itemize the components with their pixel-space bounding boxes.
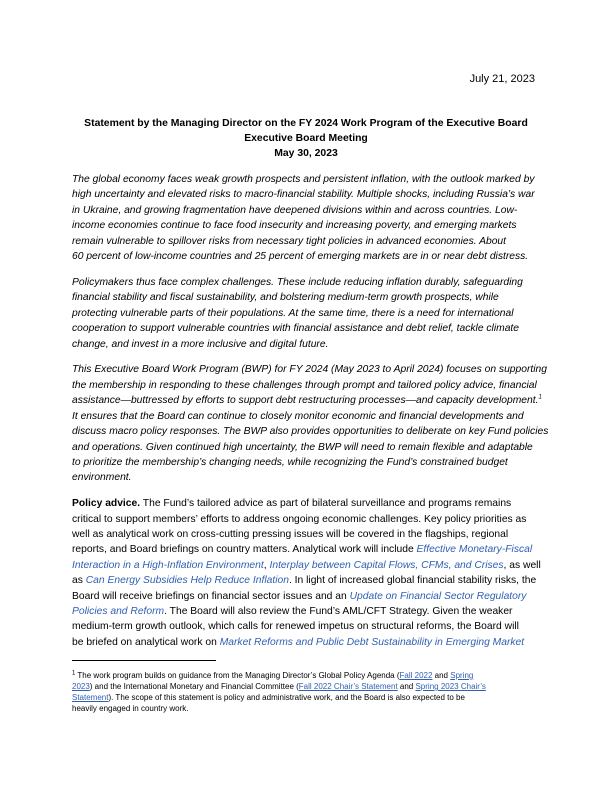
link-capital-flows-cfms-crises[interactable]: Interplay between Capital Flows, CFMs, and Crises (269, 559, 504, 571)
paragraph-policymakers (72, 275, 540, 352)
text-line: change, and invest in a more inclusive and digital future. (72, 338, 329, 350)
text-segment: The Fund’s tailored advice as part of bilateral surveillance and programs remains (140, 498, 512, 510)
text-segment: Board will receive briefings on financial sector issues and an (72, 590, 350, 602)
paragraph-work-program (72, 362, 549, 485)
text-line: The global economy faces weak growth prospects and persistent inflation, with the outlook marked by (72, 174, 535, 185)
text-segment: and (397, 682, 416, 691)
link-monetary-fiscal-interaction-cont[interactable]: Interaction in a High-Inflation Environment (72, 559, 264, 571)
text-line (72, 496, 540, 511)
link-market-reforms-debt-sustainability[interactable]: Market Reforms and Public Debt Sustainability in Emerging Market (219, 636, 525, 648)
document-body (72, 172, 549, 661)
text-line: in Ukraine, and growing fragmentation have deepened divisions within and across countries. Low- (72, 204, 518, 216)
text-line: high uncertainty and elevated risks to macro-financial stability. Multiple shocks, including Russia’s war (72, 189, 535, 201)
text-segment: . In light of increased global financial stability risks, the (288, 575, 537, 587)
title-line-1: Statement by the Managing Director on the FY 2024 Work Program of the Executive Board (84, 118, 528, 129)
text-line: 60 percent of low-income countries and 25 percent of emerging markets are in or near debt distress. (72, 251, 529, 263)
text-line: the membership in responding to these challenges through prompt and tailored policy advice, financial (72, 379, 537, 391)
title-line-2: Executive Board Meeting (244, 133, 368, 144)
text-segment: ). The scope of this statement is policy and administrative work, and the Board is also expected to be (108, 693, 465, 702)
text-line: Policymakers thus face complex challenges. These include reducing inflation durably, safeguarding (72, 276, 523, 288)
link-financial-sector-regulatory-update-cont[interactable]: Policies and Reform (72, 606, 165, 618)
document-title (72, 116, 540, 161)
link-gpa-spring-2023[interactable]: Spring (450, 671, 474, 680)
footnote (72, 670, 542, 714)
text-segment: and (432, 671, 451, 680)
text-line: and operations. Given continued high uncertainty, the BWP will need to remain flexible and adaptable (72, 441, 533, 453)
text-segment: be briefed on analytical work on (72, 636, 220, 648)
paragraph-global-economy (72, 172, 540, 264)
text-line: critical to support members’ efforts to address ongoing economic challenges. Key policy priorities as (72, 513, 527, 525)
text-segment: as (72, 575, 86, 587)
text-segment: The work program builds on guidance from the Managing Director’s Global Policy Agenda ( (75, 671, 400, 680)
text-line: discuss macro policy responses. The BWP also provides opportunities to deliberate on key Fund policies (72, 426, 549, 438)
footnote-separator (72, 660, 216, 661)
link-energy-subsidies[interactable]: Can Energy Subsidies Help Reduce Inflation (85, 575, 289, 587)
link-gpa-spring-2023-cont[interactable]: 2023 (72, 682, 90, 691)
link-gpa-fall-2022[interactable]: Fall 2022 (399, 671, 433, 680)
text-segment: , as well (503, 559, 541, 571)
text-segment: , (263, 559, 270, 571)
text-line: medium-term growth outlook, which calls for renewed impetus on structural reforms, the Board will (72, 621, 519, 633)
text-line (72, 542, 540, 557)
text-line: remain vulnerable to spillover risks from necessary tight policies in advanced economies. About (72, 235, 507, 247)
section-heading: Policy advice. (72, 498, 141, 510)
link-financial-sector-regulatory-update[interactable]: Update on Financial Sector Regulatory (349, 590, 527, 602)
footnote-line: heavily engaged in country work. (72, 704, 189, 713)
document-date: July 21, 2023 (469, 73, 535, 85)
text-line: This Executive Board Work Program (BWP) for FY 2024 (May 2023 to April 2024) focuses on supporting (72, 364, 548, 376)
link-imfc-spring-2023-statement-cont[interactable]: Statement (72, 693, 109, 702)
text-line: well as analytical work on cross-cutting pressing issues will be covered in the flagships, regional (72, 529, 509, 541)
text-line: income economies continue to face food insecurity and increasing poverty, and emerging markets (72, 220, 517, 232)
text-line: environment. (72, 472, 132, 484)
text-segment: . The Board will also review the Fund’s AML/CFT Strategy. Given the weaker (164, 606, 513, 618)
paragraph-policy-advice (72, 496, 540, 650)
footnote-line (72, 670, 542, 681)
text-line: protecting vulnerable parts of their populations. At the same time, there is a need for international (72, 307, 514, 319)
text-line: financial stability and fiscal sustainability, and bolstering medium-term growth prospects, while (72, 292, 499, 304)
footnote-mark: 1 (72, 670, 76, 677)
text-line: cooperation to support vulnerable countries with financial assistance and debt relief, tackle climate (72, 323, 520, 335)
text-line (72, 558, 540, 573)
link-imfc-fall-2022-statement[interactable]: Fall 2022 Chair’s Statement (298, 682, 398, 691)
text-segment: reports, and Board briefings on country matters. Analytical work will include (72, 544, 417, 556)
text-segment: assistance—buttressed by efforts to support debt restructuring processes—and capacity development. (72, 395, 539, 407)
footnote-reference[interactable]: 1 (538, 394, 542, 401)
text-segment: ) and the International Monetary and Financial Committee ( (89, 682, 299, 691)
text-line (72, 635, 540, 650)
text-line: to prioritize the membership’s changing needs, while recognizing the Fund’s constrained budget (72, 456, 508, 468)
text-line (72, 604, 540, 619)
text-line (72, 393, 540, 408)
footnote-line (72, 692, 542, 703)
title-line-3: May 30, 2023 (274, 148, 338, 159)
link-monetary-fiscal-interaction[interactable]: Effective Monetary-Fiscal (416, 544, 533, 556)
footnote-line (72, 681, 542, 692)
text-line (72, 589, 540, 604)
link-imfc-spring-2023-statement[interactable]: Spring 2023 Chair’s (415, 682, 486, 691)
text-line (72, 573, 540, 588)
text-line: It ensures that the Board can continue to closely monitor economic and financial developments and (72, 410, 524, 422)
